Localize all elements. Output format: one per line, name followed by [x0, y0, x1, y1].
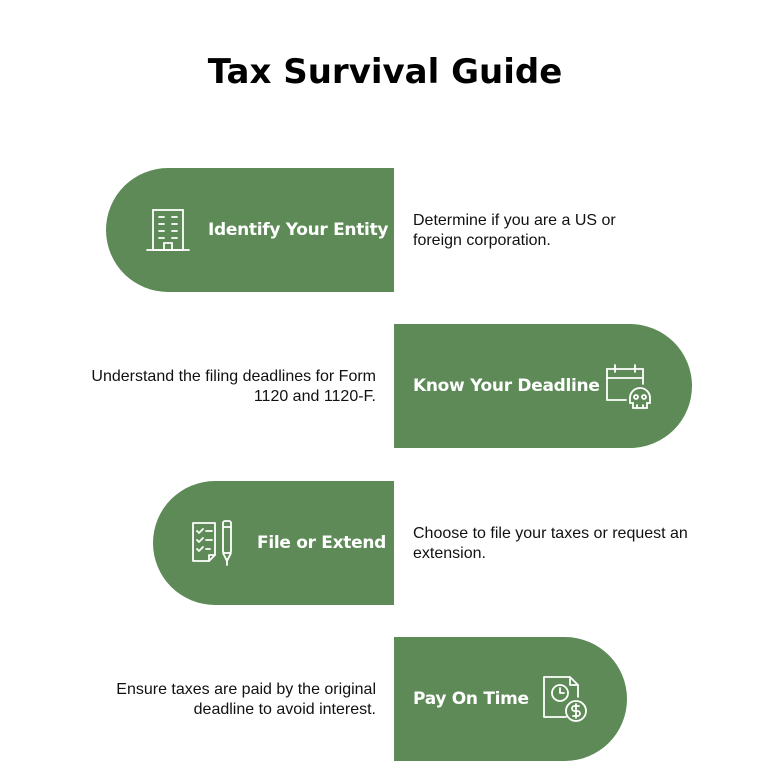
- step-description: Ensure taxes are paid by the original deadline to avoid interest.: [116, 681, 376, 718]
- step-pill: [394, 637, 627, 761]
- step-pill: [106, 168, 394, 292]
- step-description: Choose to file your taxes or request an extension.: [413, 525, 688, 562]
- step-label: Pay On Time: [413, 689, 529, 709]
- clock-dollar-document-icon: [540, 673, 592, 725]
- step-description: Determine if you are a US or foreign corporation.: [413, 212, 616, 249]
- page-title: Tax Survival Guide: [207, 52, 563, 92]
- calendar-skull-icon: [602, 362, 654, 414]
- step-pill: [153, 481, 394, 605]
- building-icon: [144, 206, 192, 254]
- step-label: File or Extend: [257, 533, 387, 553]
- step-description: Understand the filing deadlines for Form 1120 and 1120-F.: [91, 368, 376, 405]
- step-label: Identify Your Entity: [208, 220, 389, 240]
- checklist-pen-icon: [189, 519, 241, 567]
- step-pill: [394, 324, 692, 448]
- step-label: Know Your Deadline: [413, 376, 600, 396]
